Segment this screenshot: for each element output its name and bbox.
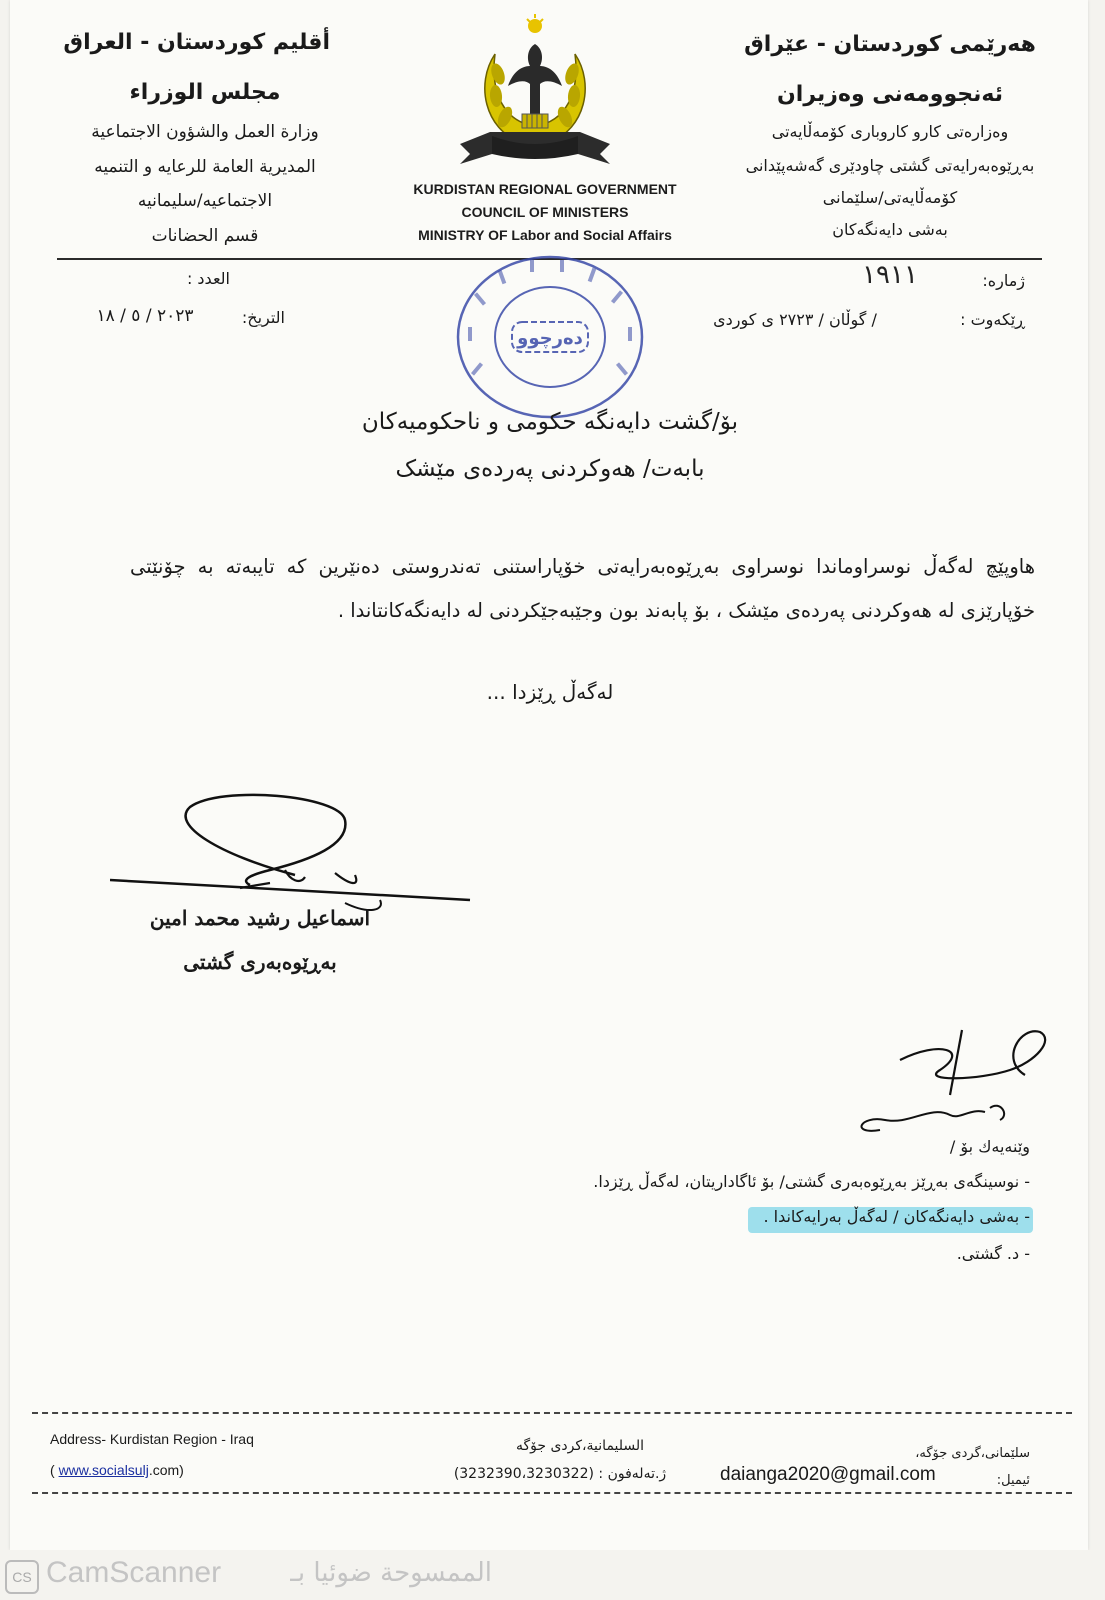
copies-item-director-office: - نوسینگەی بەڕێز بەڕێوەبەری گشتی/ بۆ ئاگاداریتان، لەگەڵ ڕێزدا. [593,1172,1030,1191]
initials-signature [850,1020,1060,1150]
body-paragraph: هاوپێچ لەگەڵ نوسراوماندا نوسراوی بەڕێوەبەرایەتی خۆپاراستنی تەندروستی دەنێرین کە تایبەتە بە چۆنێتی خۆپارێزی لە هەوکردنی پەردەی مێشک ، بۆ پابەند بون وجێبەجێکردنی لە دایەنگەکانتاندا . [130,555,1035,622]
camscanner-logo-icon: CS [5,1560,39,1594]
date-value-ar: ٢٠٢٣ / ٥ / ١٨ [96,306,194,326]
header-right-directorate-city: کۆمەڵایەتی/سلێمانی [822,188,958,207]
signatory-title: بەڕێوەبەری گشتی [183,950,337,974]
header-center-council: COUNCIL OF MINISTERS [461,204,629,220]
closing-greeting: لەگەڵ ڕێزدا ... [486,680,614,704]
footer-website-link[interactable]: www.socialsulj [58,1462,149,1478]
footer-email[interactable]: daianga2020@gmail.com [720,1464,936,1485]
header-right-ministry: وەزارەتی کارو کاروباری کۆمەڵایەتی [771,122,1009,141]
footer-city-ar: السليمانية،كردی جۆگە [515,1438,645,1454]
number-label-ar: العدد : [186,269,230,288]
camscanner-text: CamScanner [46,1556,222,1589]
footer-phone-line [450,1466,670,1482]
footer-website-suffix: .com) [148,1462,184,1478]
copies-item-nurseries-dept: - بەشی دایەنگەکان / لەگەڵ بەرایەکاندا . [763,1207,1030,1226]
header-right-department: بەشی دایەنگەکان [832,220,948,239]
official-stamp [450,252,650,422]
date-label-ku: ڕێکەوت : [960,310,1025,329]
subject-recipients: بۆ/گشت دایەنگە حکومی و ناحکومیەکان [361,409,739,435]
footer-top-border [32,1412,1072,1414]
header-left-directorate-city: الاجتماعيه/سليمانيه [137,191,273,211]
document-page [10,0,1088,1550]
copies-item-general: - د. گشتی. [956,1244,1030,1263]
copies-heading: وێنەیەك بۆ / [949,1137,1030,1156]
header-left-ministry: وزارة العمل والشؤون الاجتماعية [91,122,319,142]
footer-address: Address- Kurdistan Region - Iraq [50,1431,254,1447]
signatory-name: اسماعيل رشيد محمد امين [149,906,371,930]
header-right-council: ئەنجوومەنی وەزیران [777,82,1003,107]
camscanner-arabic: الممسوحة ضوئيا بـ [290,1558,492,1588]
footer-bottom-border [32,1492,1072,1494]
header-left-region: أقليم كوردستان - العراق [63,30,330,55]
krg-emblem-logo [450,14,620,174]
date-value-ku: / گوڵان / ٢٧٢٣ ی کوردی [713,310,877,329]
number-label-ku: ژمارە: [982,271,1025,290]
header-center-ministry: MINISTRY OF Labor and Social Affairs [418,227,672,243]
header-right-directorate: بەڕێوەبەرایەتی گشتی چاودێری گەشەپێدانی [745,156,1035,175]
header-left-directorate: المديرية العامة للرعايه و التنميه [94,157,316,177]
camscanner-bar [0,1550,1105,1600]
footer-city-ku: سلێمانی،گردی جۆگە، [915,1446,1030,1461]
footer-website-prefix: ( [50,1462,59,1478]
date-label-ar: التريخ: [241,308,285,327]
header-right-region: هەرێمی کوردستان - عێراق [744,32,1036,57]
header-left-council: مجلس الوزراء [129,80,281,105]
footer-phone-label: ژ.تەلەفون : [598,1466,667,1482]
number-value-ku: ١٩١١ [862,260,918,290]
stamp-center-text: دەرچوو [517,328,583,349]
footer-email-label: ئیمیل: [996,1473,1030,1488]
header-center-government: KURDISTAN REGIONAL GOVERNMENT [413,181,677,197]
subject-title: بابەت/ هەوکردنی پەردەی مێشک [395,456,705,482]
header-left-department: قسم الحضانات [151,226,259,246]
footer-website-line [50,1462,184,1478]
footer-phone: (3232390،3230322) [453,1466,594,1482]
director-signature [110,785,490,915]
